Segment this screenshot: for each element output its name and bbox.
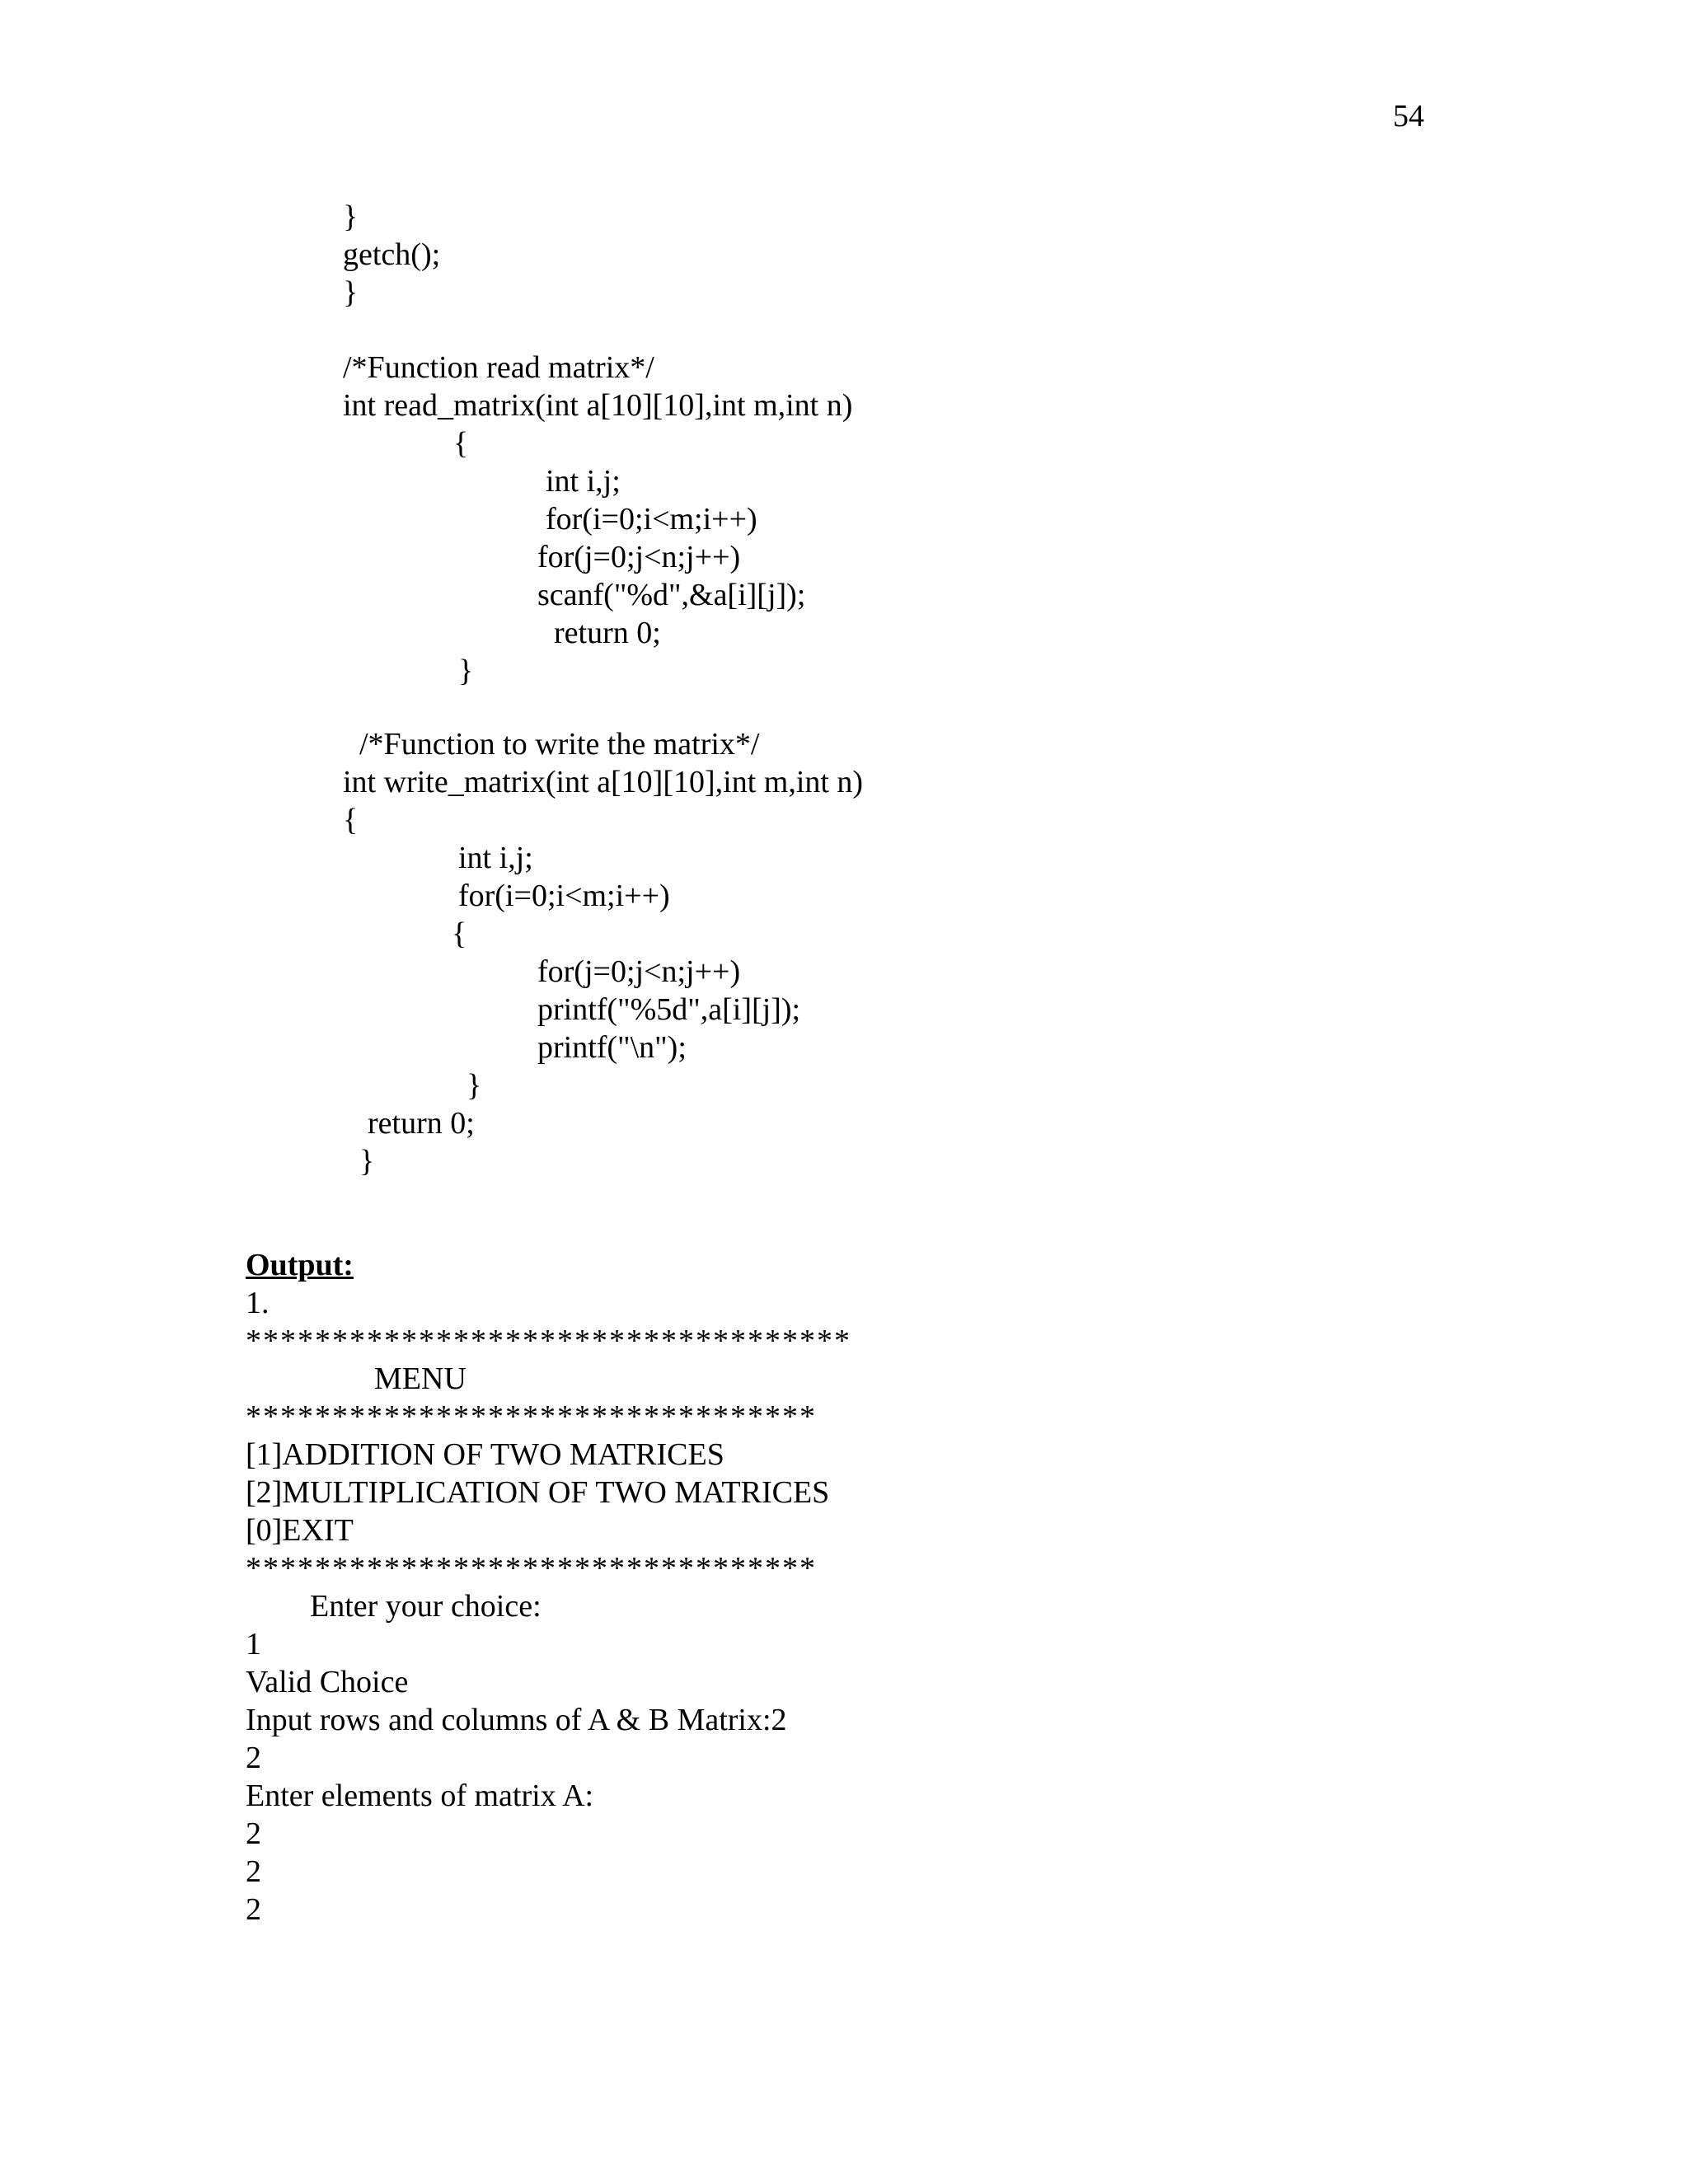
code-line: { xyxy=(343,803,359,837)
output-line: Enter elements of matrix A: xyxy=(246,1779,594,1813)
output-menu-title: MENU xyxy=(374,1361,467,1396)
code-line: scanf("%d",&a[i][j]); xyxy=(537,578,806,612)
code-line: for(i=0;i<m;i++) xyxy=(458,879,670,913)
output-separator: ********************************* xyxy=(246,1399,817,1434)
output-separator: ********************************* xyxy=(246,1551,817,1586)
code-line: printf("%5d",a[i][j]); xyxy=(537,992,801,1027)
output-line: 2 xyxy=(246,1816,261,1851)
code-line: { xyxy=(452,916,467,951)
code-line: for(i=0;i<m;i++) xyxy=(546,502,757,537)
code-line: } xyxy=(359,1144,375,1179)
output-line: Valid Choice xyxy=(246,1665,409,1699)
output-menu-option: [1]ADDITION OF TWO MATRICES xyxy=(246,1437,724,1472)
code-line: { xyxy=(453,426,469,461)
output-heading: Output: xyxy=(246,1248,354,1282)
page-number: 54 xyxy=(1393,99,1424,134)
code-line: int write_matrix(int a[10][10],int m,int n) xyxy=(343,765,864,799)
output-line: 2 xyxy=(246,1741,261,1775)
code-line: } xyxy=(343,275,359,310)
code-line: for(j=0;j<n;j++) xyxy=(537,540,741,574)
output-line: 1 xyxy=(246,1627,261,1661)
output-menu-option: [2]MULTIPLICATION OF TWO MATRICES xyxy=(246,1475,830,1510)
code-line: } xyxy=(343,199,359,234)
output-line: Input rows and columns of A & B Matrix:2 xyxy=(246,1703,787,1737)
output-line: 1. xyxy=(246,1286,270,1320)
code-comment: /*Function to write the matrix*/ xyxy=(359,727,760,762)
code-comment: /*Function read matrix*/ xyxy=(343,350,654,385)
code-line: printf("\n"); xyxy=(537,1030,687,1065)
code-line: for(j=0;j<n;j++) xyxy=(537,954,741,989)
output-line: 2 xyxy=(246,1892,261,1927)
code-line: } xyxy=(467,1068,482,1103)
code-line: getch(); xyxy=(343,237,441,272)
output-prompt: Enter your choice: xyxy=(310,1589,542,1624)
output-menu-option: [0]EXIT xyxy=(246,1513,354,1548)
code-line: int i,j; xyxy=(458,841,533,875)
code-line: int i,j; xyxy=(546,464,621,499)
output-line: 2 xyxy=(246,1854,261,1889)
code-line: } xyxy=(458,654,474,688)
code-line: int read_matrix(int a[10][10],int m,int n) xyxy=(343,388,853,423)
output-separator: *********************************** xyxy=(246,1324,851,1358)
code-line: return 0; xyxy=(368,1106,475,1141)
code-line: return 0; xyxy=(554,616,661,650)
